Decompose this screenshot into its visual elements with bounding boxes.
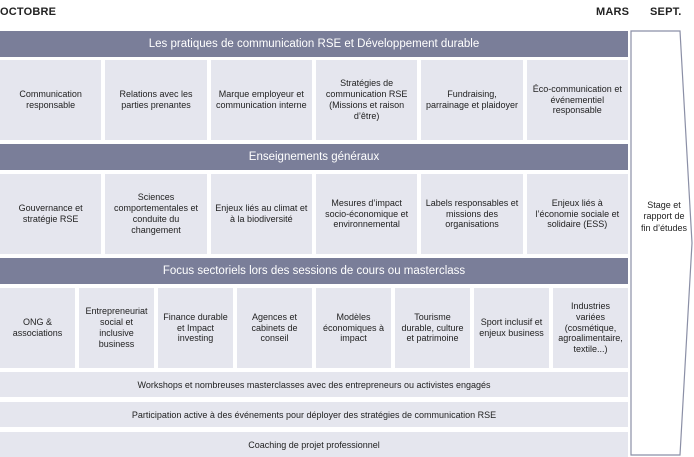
module-card: Mesures d’impact socio-économique et environnemental <box>316 174 417 254</box>
module-card: Sciences comportementales et conduite du changement <box>105 174 206 254</box>
timeline-mid-label: MARS <box>596 6 630 18</box>
module-card: Communication responsable <box>0 60 101 140</box>
module-card: Éco-communication et événementiel responsable <box>527 60 628 140</box>
module-card: ONG & associations <box>0 288 75 368</box>
coaching-row: Coaching de projet professionnel <box>0 432 628 457</box>
workshops-row: Workshops et nombreuses masterclasses avec des entrepreneurs ou activistes engagés <box>0 372 628 397</box>
module-card: Industries variées (cosmétique, agroalimentaire, textile...) <box>553 288 628 368</box>
module-card: Entrepreneuriat social et inclusive business <box>79 288 154 368</box>
section-band-rse-practices: Les pratiques de communication RSE et Développement durable <box>0 31 628 57</box>
module-card: Modèles économiques à impact <box>316 288 391 368</box>
module-card: Enjeux liés à l’économie sociale et solidaire (ESS) <box>527 174 628 254</box>
internship-label: Stage et rapport de fin d’études <box>640 200 688 233</box>
section-row-general <box>0 174 628 254</box>
module-card: Fundraising, parrainage et plaidoyer <box>421 60 522 140</box>
module-card: Stratégies de communication RSE (Missions et raison d’être) <box>316 60 417 140</box>
module-card: Tourisme durable, culture et patrimoine <box>395 288 470 368</box>
events-row: Participation active à des événements pour déployer des stratégies de communication RSE <box>0 402 628 427</box>
module-card: Relations avec les parties prenantes <box>105 60 206 140</box>
section-row-rse-practices <box>0 60 628 140</box>
module-card: Gouvernance et stratégie RSE <box>0 174 101 254</box>
timeline-end-label: SEPT. <box>650 6 682 18</box>
module-card: Labels responsables et missions des organisations <box>421 174 522 254</box>
section-band-sector-focus: Focus sectoriels lors des sessions de cours ou masterclass <box>0 258 628 284</box>
module-card: Marque employeur et communication interne <box>211 60 312 140</box>
module-card: Enjeux liés au climat et à la biodiversité <box>211 174 312 254</box>
section-band-general: Enseignements généraux <box>0 144 628 170</box>
section-row-sector-focus <box>0 288 628 368</box>
internship-arrow <box>630 30 694 456</box>
timeline-start-label: OCTOBRE <box>0 6 57 18</box>
module-card: Finance durable et Impact investing <box>158 288 233 368</box>
module-card: Sport inclusif et enjeux business <box>474 288 549 368</box>
module-card: Agences et cabinets de conseil <box>237 288 312 368</box>
